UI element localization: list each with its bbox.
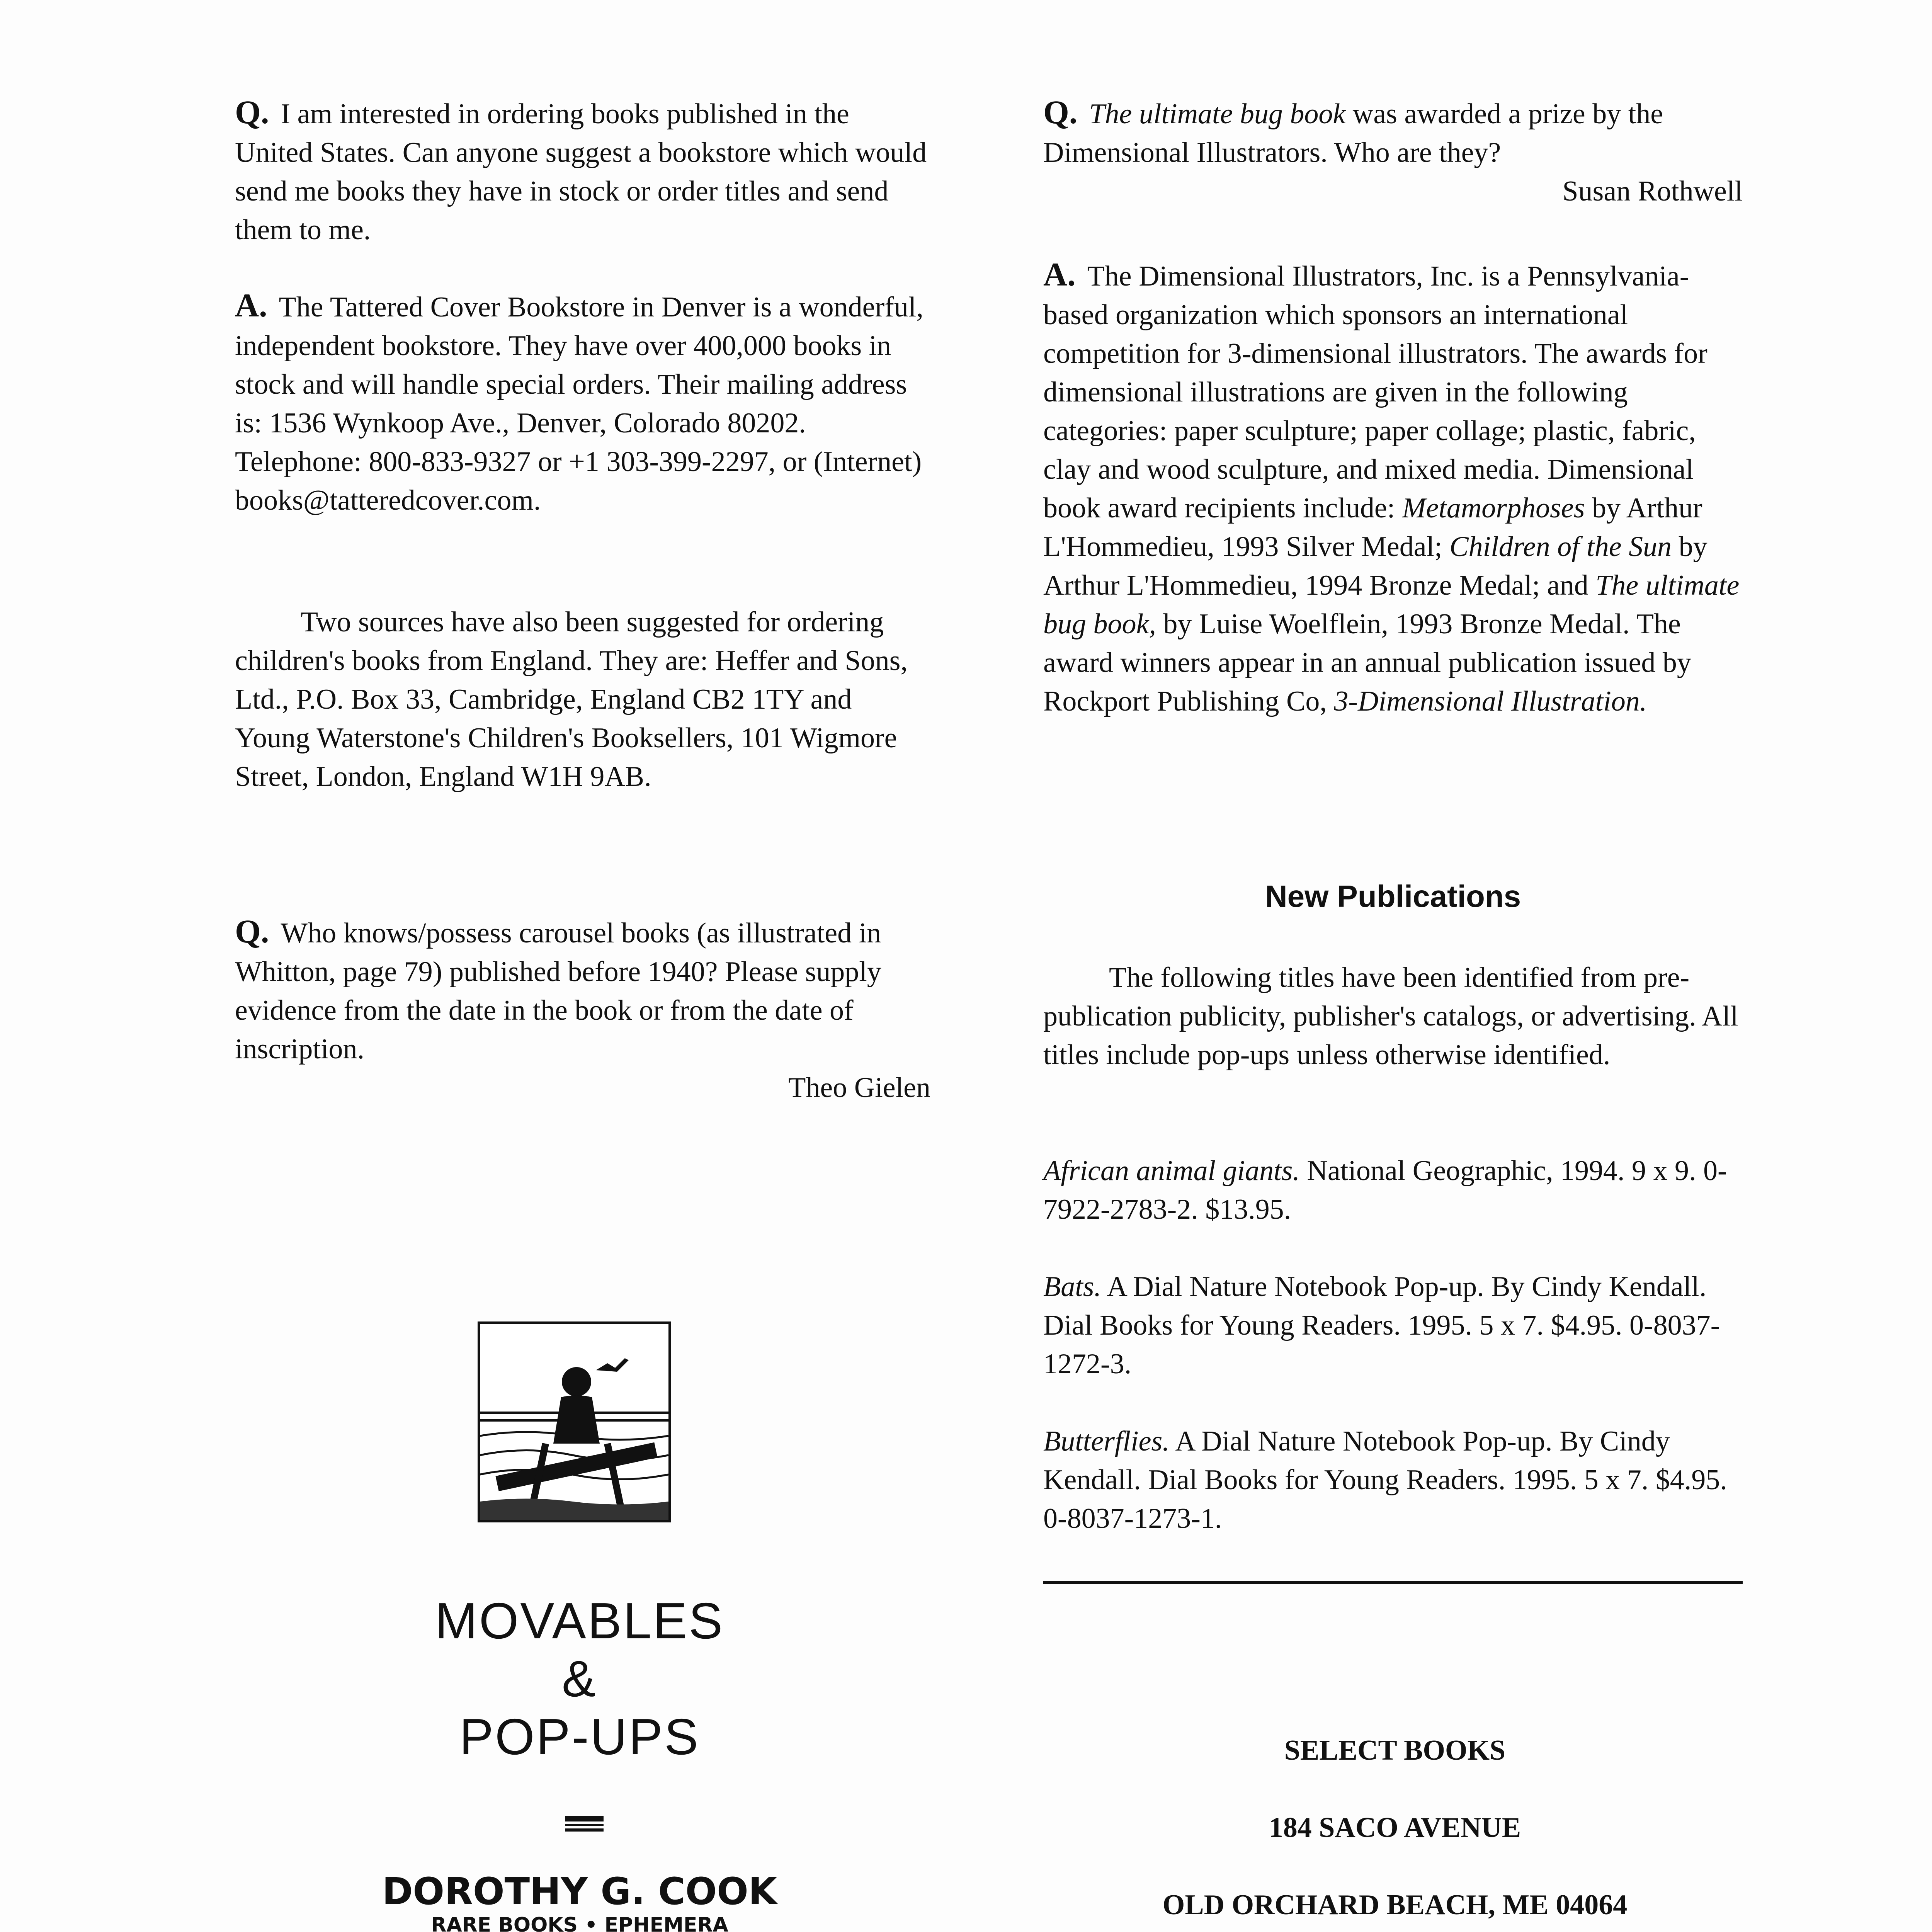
question-2 xyxy=(235,912,930,1107)
section-divider-rule xyxy=(1043,1581,1743,1584)
publication-details: A Dial Nature Notebook Pop-up. By Cindy Kendall. Dial Books for Young Readers. 1995. 5 x 7. $4.95. 0-8037-1272-3. xyxy=(1043,1271,1720,1380)
question-2-signature: Theo Gielen xyxy=(788,1072,930,1104)
question-2-text: Who knows/possess carousel books (as illustrated in Whitton, page 79) published before 1940? Please supply evidence from the date in the book or from the date of inscription. xyxy=(235,917,881,1065)
logo-title-line-1: MOVABLES xyxy=(435,1592,724,1649)
shop-city: OLD ORCHARD BEACH, ME 04064 xyxy=(1162,1889,1628,1921)
answer-1-extra-text: Two sources have also been suggested for ordering children's books from England. They are: Heffer and Sons, Ltd., P.O. Box 33, Cambridge, England CB2 1TY and Young Waterstone's Children's Booksellers, 101 Wigmore Street, London, England W1H 9AB. xyxy=(235,606,908,793)
logo-title-line-2: & xyxy=(561,1650,598,1707)
new-publications-heading: New Publications xyxy=(1265,879,1521,913)
question-mark-label: Q. xyxy=(235,913,269,950)
answer-3 xyxy=(1043,255,1743,721)
publication-title: Bats. xyxy=(1043,1271,1102,1303)
publication-title: Butterflies. xyxy=(1043,1425,1170,1457)
answer-mark-label: A. xyxy=(235,287,267,324)
answer-1-text: The Tattered Cover Bookstore in Denver is a wonderful, independent bookstore. They have over 400,000 books in stock and will handle special orders. Their mailing address is: 1536 Wynkoop Ave., Denver, Colorado 80202. Telephone: 800-833-9327 or +1 303-399-2297, or (Internet) books@tatteredcover.com. xyxy=(235,291,923,516)
answer-3-title-4: 3-Dimensional Illustration. xyxy=(1334,685,1647,717)
dealer-name: DOROTHY G. COOK xyxy=(382,1870,777,1913)
publication-list-item xyxy=(1043,1422,1743,1538)
new-publications-intro-text: The following titles have been identified from pre-publication publicity, publisher's catalogs, or advertising. All titles include pop-ups unless otherwise identified. xyxy=(1043,962,1738,1071)
answer-3-part-2: by Arthur L'Hommedieu, 1993 Silver Medal; xyxy=(1043,492,1702,563)
answer-3-part-1: The Dimensional Illustrators, Inc. is a Pennsylvania-based organization which sponsors an international competition for 3-dimensional illustrators. The awards for dimensional illustrations are given in the following categories: paper sculpture; paper collage; plastic, fabric, clay and wood sculpture, and mixed media. Dimensional book award recipients include: xyxy=(1043,260,1708,524)
publication-list-item xyxy=(1043,1267,1743,1383)
question-3 xyxy=(1043,93,1743,211)
answer-1-continued xyxy=(235,603,930,796)
answer-3-title-3: The ultimate bug book, xyxy=(1043,570,1740,640)
dealer-tagline: RARE BOOKS • EPHEMERA xyxy=(431,1913,728,1932)
shop-name: SELECT BOOKS xyxy=(1284,1735,1506,1766)
new-publications-intro xyxy=(1043,958,1743,1074)
answer-mark-label: A. xyxy=(1043,256,1076,293)
publication-details: A Dial Nature Notebook Pop-up. By Cindy Kendall. Dial Books for Young Readers. 1995. 5 x 7. $4.95. 0-8037-1273-1. xyxy=(1043,1425,1727,1534)
question-3-text: was awarded a prize by the Dimensional Illustrators. Who are they? xyxy=(1043,98,1663,168)
logo-title-line-3: POP-UPS xyxy=(459,1708,700,1765)
answer-3-part-3: by Arthur L'Hommedieu, 1994 Bronze Medal; and xyxy=(1043,531,1708,601)
reader-on-shore-illustration xyxy=(480,1324,668,1520)
question-3-signature: Susan Rothwell xyxy=(1562,175,1743,207)
answer-3-part-4: by Luise Woelflein, 1993 Bronze Medal. The award winners appear in an annual publication issued by Rockport Publishing Co, xyxy=(1043,608,1691,717)
shop-street: 184 SACO AVENUE xyxy=(1269,1812,1521,1844)
publication-title: African animal giants. xyxy=(1043,1155,1300,1187)
movables-logo-title xyxy=(367,1592,792,1766)
logo-divider-icon xyxy=(565,1816,604,1832)
answer-3-title-1: Metamorphoses xyxy=(1402,492,1585,524)
question-1 xyxy=(235,93,930,249)
reader-illustration-logo xyxy=(478,1321,671,1522)
answer-3-title-2: Children of the Sun xyxy=(1449,531,1672,563)
publication-details: National Geographic, 1994. 9 x 9. 0-7922-2783-2. $13.95. xyxy=(1043,1155,1727,1225)
question-mark-label: Q. xyxy=(1043,94,1078,131)
question-mark-label: Q. xyxy=(235,94,269,131)
publication-list-item xyxy=(1043,1151,1743,1229)
question-3-book-title: The ultimate bug book xyxy=(1089,98,1346,130)
question-1-text: I am interested in ordering books published in the United States. Can anyone suggest a bookstore which would send me books they have in stock or order titles and send them to me. xyxy=(235,98,927,246)
answer-1 xyxy=(235,286,930,520)
